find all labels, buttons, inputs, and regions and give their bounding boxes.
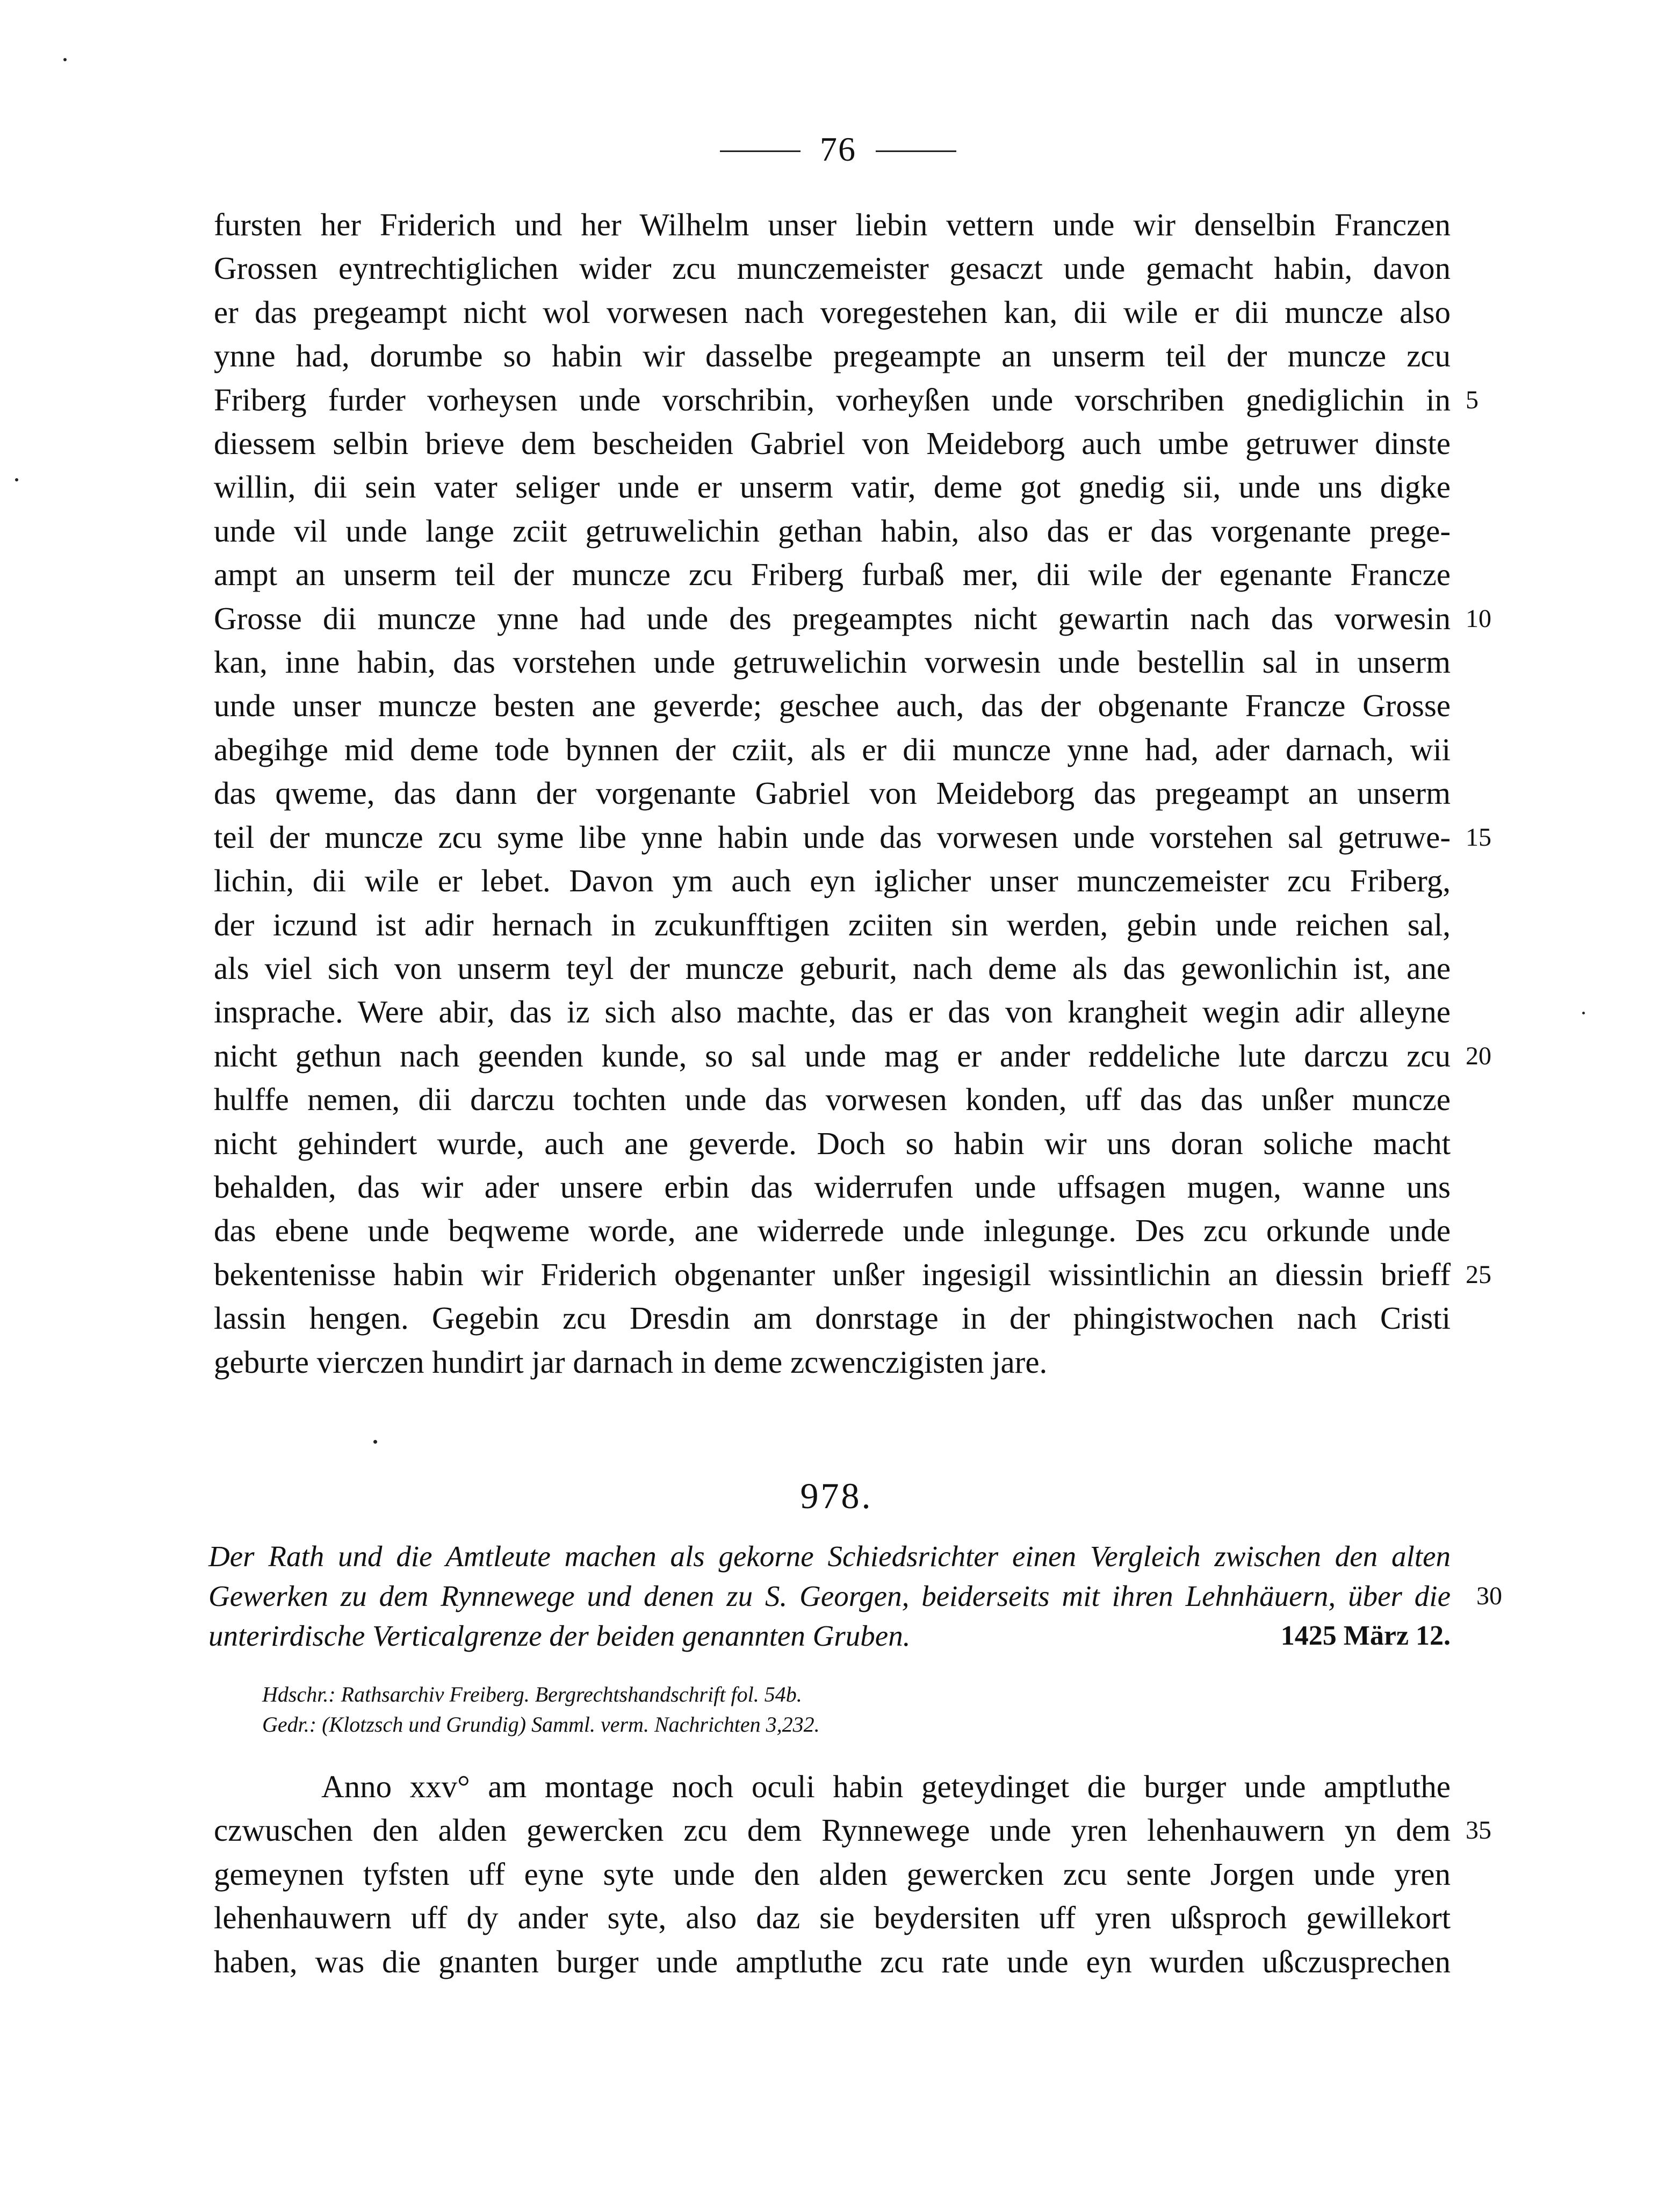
- text-line-content: bekentenisse habin wir Friderich obgenanter unßer ingesigil wissintlichin an diessin brieff: [214, 1256, 1451, 1292]
- page-header: [698, 128, 978, 171]
- text-line: [214, 378, 1479, 422]
- text-line: [214, 684, 1451, 727]
- text-line: [214, 422, 1451, 465]
- page-number: 76: [820, 130, 856, 168]
- text-line-content: er das pregeampt nicht wol vorwesen nach voregestehen kan, dii wile er dii muncze also: [214, 294, 1451, 330]
- text-line-content: der iczund ist adir hernach in zcukunfftigen zciiten sin werden, gebin unde reichen sal,: [214, 906, 1451, 942]
- document-date: 1425 März 12.: [1280, 1620, 1451, 1651]
- text-line-content: ynne had, dorumbe so habin wir dasselbe pregeampte an unserm teil der muncze zcu: [214, 338, 1451, 374]
- document-text-line-content: gemeynen tyfsten uff eyne syte unde den alden gewercken zcu sente Jorgen unde yren: [214, 1856, 1451, 1892]
- text-line: [214, 553, 1451, 596]
- text-line-content: nicht gethun nach geenden kunde, so sal unde mag er ander reddeliche lute darczu zcu: [214, 1037, 1451, 1073]
- text-line: [214, 597, 1491, 640]
- source-print: Gedr.: (Klotzsch und Grundig) Samml. verm. Nachrichten 3,232.: [262, 1712, 820, 1737]
- document-sources: [262, 1680, 1337, 1740]
- text-line: [214, 291, 1451, 334]
- document-text-line: [214, 1896, 1451, 1940]
- regest-line: [208, 1616, 1451, 1656]
- document-regest: [208, 1537, 1502, 1656]
- text-line-content: teil der muncze zcu syme libe ynne habin unde das vorwesen unde vorstehen sal getruwe-: [214, 819, 1451, 855]
- text-line: [214, 903, 1451, 947]
- line-number: 25: [1466, 1260, 1491, 1289]
- text-line-content: geburte vierczen hundirt jar darnach in deme zcwenczigisten jare.: [214, 1344, 1048, 1380]
- text-line: [214, 816, 1491, 859]
- text-line: [214, 465, 1451, 509]
- document-text-line-content: czwuschen den alden gewercken zcu dem Rynnewege unde yren lehenhauwern yn dem: [214, 1812, 1451, 1848]
- text-line-content: als viel sich von unserm teyl der muncze geburit, nach deme als das gewonlichin ist, ane: [214, 950, 1451, 986]
- text-line: [214, 1078, 1451, 1121]
- document-text-line: [214, 1940, 1451, 1984]
- scan-speck: [63, 58, 67, 61]
- text-line: [214, 640, 1451, 684]
- text-line-content: Grosse dii muncze ynne had unde des pregeamptes nicht gewartin nach das vorwesin: [214, 600, 1451, 636]
- header-rule-right: [876, 150, 956, 152]
- document-text-line-content: haben, was die gnanten burger unde amptluthe zcu rate unde eyn wurden ußczusprechen: [214, 1943, 1451, 1979]
- text-line-content: unde unser muncze besten ane geverde; geschee auch, das der obgenante Francze Grosse: [214, 688, 1451, 724]
- text-line: [214, 1209, 1451, 1252]
- document-text-line: [214, 1765, 1451, 1808]
- text-line-content: abegihge mid deme tode bynnen der cziit, als er dii muncze ynne had, ader darnach, wii: [214, 731, 1451, 767]
- text-line-content: nicht gehindert wurde, auch ane geverde. Doch so habin wir uns doran soliche macht: [214, 1125, 1451, 1161]
- regest-line: [208, 1576, 1502, 1616]
- document-text-line: [214, 1853, 1451, 1896]
- document-text-line-content: lehenhauwern uff dy ander syte, also daz sie beydersiten uff yren ußsproch gewillekort: [214, 1900, 1451, 1936]
- regest-line: Der Rath und die Amtleute machen als gekorne Schiedsrichter einen Vergleich zwischen den alten: [208, 1540, 1451, 1573]
- text-line: [214, 772, 1451, 815]
- text-line: [214, 203, 1451, 247]
- text-line-content: diessem selbin brieve dem bescheiden Gabriel von Meideborg auch umbe getruwer dinste: [214, 426, 1451, 462]
- line-number: 20: [1466, 1041, 1491, 1070]
- text-line: [214, 1034, 1491, 1078]
- text-line-content: hulffe nemen, dii darczu tochten unde das vorwesen konden, uff das das unßer muncze: [214, 1082, 1451, 1118]
- line-number: 35: [1466, 1816, 1491, 1845]
- text-line: [214, 334, 1451, 378]
- text-line: [214, 1341, 1451, 1384]
- text-line-content: behalden, das wir ader unsere erbin das widerrufen unde uffsagen mugen, wanne uns: [214, 1169, 1451, 1205]
- text-line: [214, 728, 1451, 772]
- document-text-line-content: Anno xxv° am montage noch oculi habin geteydinget die burger unde amptluthe: [321, 1769, 1451, 1804]
- line-number: 5: [1466, 385, 1479, 414]
- text-line-content: Grossen eyntrechtiglichen wider zcu munczemeister gesaczt unde gemacht habin, davon: [214, 250, 1451, 286]
- regest-line-text: unterirdische Verticalgrenze der beiden genannten Gruben.: [208, 1619, 911, 1652]
- document-text-block: [214, 1765, 1491, 1984]
- text-line-content: ampt an unserm teil der muncze zcu Friberg furbaß mer, dii wile der egenante Francze: [214, 557, 1451, 593]
- document-text-line: [214, 1808, 1491, 1852]
- text-line-content: unde vil unde lange zciit getruwelichin gethan habin, also das er das vorgenante prege-: [214, 513, 1451, 549]
- text-line-content: insprache. Were abir, das iz sich also machte, das er das von krangheit wegin adir alleyne: [214, 994, 1451, 1030]
- text-line-content: Friberg furder vorheysen unde vorschribin, vorheyßen unde vorschriben gnediglichin in: [214, 381, 1451, 417]
- line-number: 10: [1466, 604, 1491, 633]
- scan-speck: [15, 478, 18, 481]
- text-line: [214, 247, 1451, 290]
- text-line-content: lassin hengen. Gegebin zcu Dresdin am donrstage in der phingistwochen nach Cristi: [214, 1300, 1451, 1336]
- line-number: 30: [1476, 1582, 1502, 1610]
- text-line: [214, 1296, 1451, 1340]
- text-line-content: fursten her Friderich und her Wilhelm unser liebin vettern unde wir denselbin Franczen: [214, 207, 1451, 242]
- text-line: [214, 859, 1451, 903]
- text-line-content: lichin, dii wile er lebet. Davon ym auch eyn iglicher unser munczemeister zcu Friberg,: [214, 863, 1451, 899]
- regest-line-text: Gewerken zu dem Rynnewege und denen zu S. Georgen, beiderseits mit ihren Lehnhäuern, über die: [208, 1580, 1451, 1612]
- text-line: [214, 990, 1451, 1034]
- text-line: [214, 1165, 1451, 1209]
- line-number: 15: [1466, 823, 1491, 852]
- text-line: [214, 947, 1451, 990]
- text-line: [214, 1122, 1451, 1165]
- scan-speck: [1582, 1012, 1585, 1014]
- source-manuscript: Hdschr.: Rathsarchiv Freiberg. Bergrechtshandschrift fol. 54b.: [262, 1682, 802, 1706]
- header-rule-left: [720, 150, 801, 152]
- scan-speck: [373, 1440, 377, 1444]
- text-line-content: willin, dii sein vater seliger unde er unserm vatir, deme got gnedig sii, unde uns digke: [214, 469, 1451, 505]
- document-number: 978.: [800, 1475, 873, 1516]
- text-line-content: das ebene unde beqweme worde, ane widerrede unde inlegunge. Des zcu orkunde unde: [214, 1213, 1451, 1249]
- text-line: [214, 509, 1451, 553]
- main-text-block: [214, 203, 1491, 1384]
- text-line-content: das qweme, das dann der vorgenante Gabriel von Meideborg das pregeampt an unserm: [214, 775, 1451, 811]
- text-line: [214, 1253, 1491, 1296]
- text-line-content: kan, inne habin, das vorstehen unde getruwelichin vorwesin unde bestellin sal in unserm: [214, 644, 1451, 680]
